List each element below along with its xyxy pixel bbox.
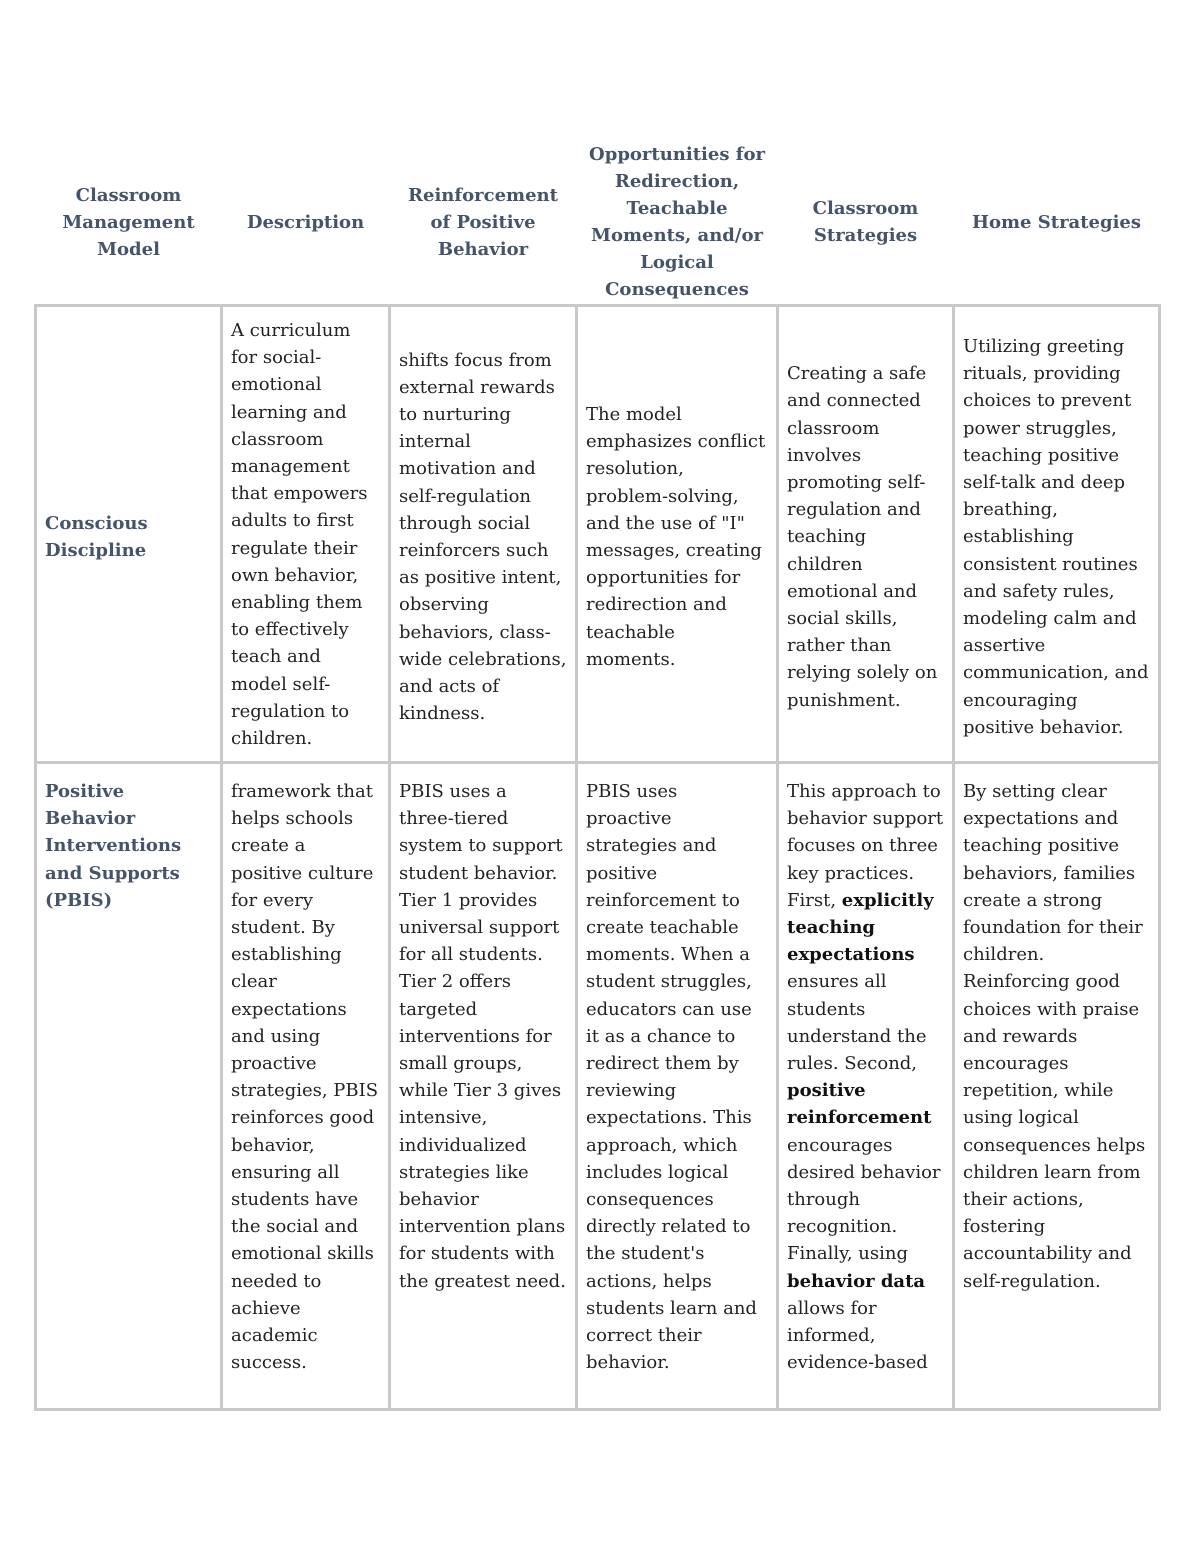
header-opportunities: Opportunities for Redirection, Teachable Moments, and/or Logical Consequences (577, 140, 778, 306)
bold-run: explicitly teaching expectations (787, 889, 934, 966)
classroom-strategies-cell: Creating a safe and connected classroom involves promoting self-regulation and teaching children emotional and social skills, rather than relying solely on punishment. (778, 306, 954, 763)
bold-run: positive reinforcement (787, 1080, 932, 1129)
text-run: ensures all students understand the rules. Second, (787, 971, 927, 1075)
header-model: Classroom Management Model (36, 140, 222, 306)
home-strategies-cell: Utilizing greeting rituals, providing choices to prevent power struggles, teaching positive self-talk and deep breathing, establishing consistent routines and safety rules, modeling calm and assertive communication, and encouraging positive behavior. (954, 306, 1160, 763)
home-strategies-cell: By setting clear expectations and teaching positive behaviors, families create a strong foundation for their children. Reinforcing good choices with praise and rewards encourages repetition, while using logical consequences helps children learn from their actions, fostering accountability and self-regulation. (954, 763, 1160, 1410)
classroom-strategies-cell (778, 763, 954, 1410)
table-row (36, 306, 1160, 763)
document-page (34, 140, 1158, 1411)
table-row (36, 763, 1160, 1410)
header-reinforcement: Reinforcement of Positive Behavior (390, 140, 577, 306)
table-header (36, 140, 1160, 306)
opportunities-cell: The model emphasizes conflict resolution, problem-solving, and the use of "I" messages, creating opportunities for redirection and teachable moments. (577, 306, 778, 763)
table-body (36, 306, 1160, 1410)
header-row (36, 140, 1160, 306)
bold-run: behavior data (787, 1270, 926, 1292)
header-home-strategies: Home Strategies (954, 140, 1160, 306)
model-name: Positive Behavior Interventions and Supports (PBIS) (36, 763, 222, 1410)
text-run: encourages desired behavior through recognition. Finally, using (787, 1134, 941, 1265)
header-description: Description (222, 140, 390, 306)
reinforcement-cell: shifts focus from external rewards to nurturing internal motivation and self-regulation through social reinforcers such as positive intent, observing behaviors, class-wide celebrations, and acts of kindness. (390, 306, 577, 763)
model-name: Conscious Discipline (36, 306, 222, 763)
reinforcement-cell: PBIS uses a three-tiered system to support student behavior. Tier 1 provides universal support for all students. Tier 2 offers targeted interventions for small groups, while Tier 3 gives intensive, individualized strategies like behavior intervention plans for students with the greatest need. (390, 763, 577, 1410)
opportunities-cell: PBIS uses proactive strategies and positive reinforcement to create teachable moments. When a student struggles, educators can use it as a chance to redirect them by reviewing expectations. This approach, which includes logical consequences directly related to the student's actions, helps students learn and correct their behavior. (577, 763, 778, 1410)
header-classroom-strategies: Classroom Strategies (778, 140, 954, 306)
description-cell: A curriculum for social-emotional learning and classroom management that empowers adults to first regulate their own behavior, enabling them to effectively teach and model self-regulation to children. (222, 306, 390, 763)
text-run: allows for informed, evidence-based (787, 1297, 928, 1374)
text-run: This approach to behavior support focuses on three key practices. First, (787, 781, 944, 911)
description-cell: framework that helps schools create a positive culture for every student. By establishing clear expectations and using proactive strategies, PBIS reinforces good behavior, ensuring all students have the social and emotional skills needed to achieve academic success. (222, 763, 390, 1410)
classroom-strategies-text (787, 778, 944, 1376)
classroom-management-table (34, 140, 1161, 1411)
